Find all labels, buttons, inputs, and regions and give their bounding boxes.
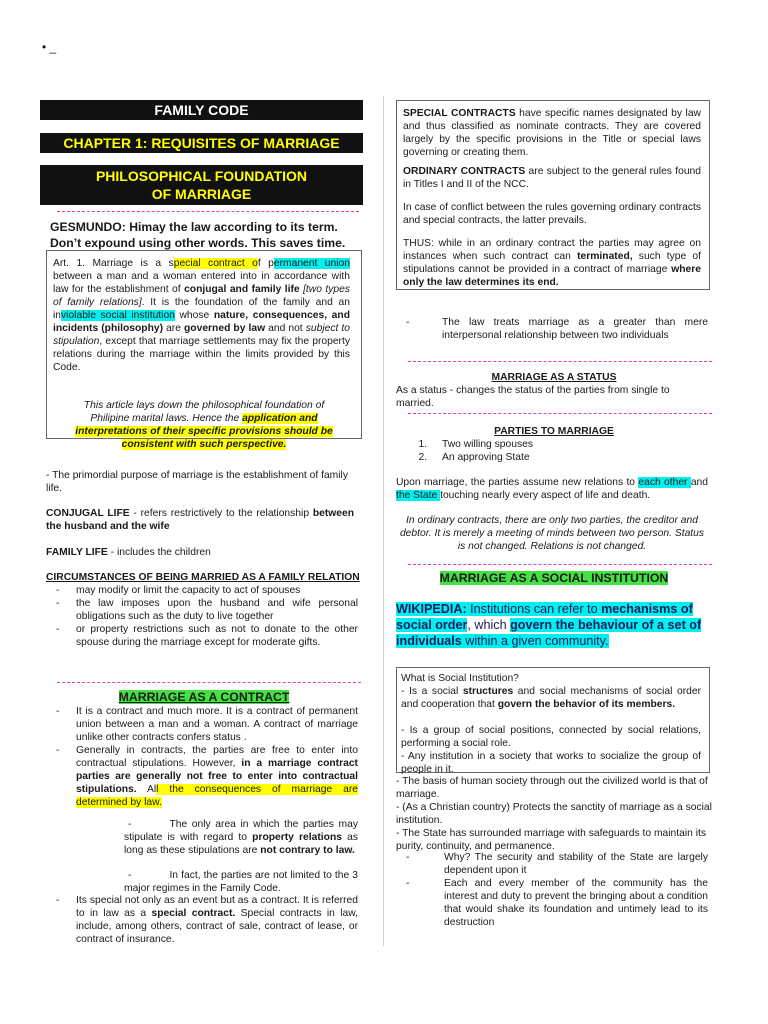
gesmundo-note: GESMUNDO: Himay the law according to its term. Don’t expound using other words. This saves time. [50, 220, 346, 250]
dash-divider [408, 413, 712, 414]
status-heading: MARRIAGE AS A STATUS [491, 372, 617, 383]
social-institution-box [396, 667, 710, 773]
ordinary-contracts: ORDINARY CONTRACTS are subject to the general rules found in Titles I and II of the NCC. [403, 166, 701, 190]
treats-list [396, 316, 708, 342]
state-safeguards: - The State has surrounded marriage with safeguards to maintain its purity, continuity, and permanence. [396, 828, 707, 852]
contract-sub-item-1: - The only area in which the parties may stipulate is with regard to property relations as long as these stipulations are not contrary to law. [124, 819, 358, 856]
conjugal-life-def: CONJUGAL LIFE - refers restrictively to the relationship between the husband and the wife [46, 508, 355, 532]
thus-note: THUS: while in an ordinary contract the parties may agree on instances when such contract can terminated, such type of stipulations cannot be provided in a contract of marriage where only the law determines its end. [403, 238, 701, 288]
article-1-text: Art. 1. Marriage is a special contract of permanent union between a man and a woman entered into in accordance with law for the establishment of conjugal and family life [two types of family relations]. It is the foundation of the family and an inviolable social institution whose nature, consequences, and incidents (philosophy) are governed by law and not subject to stipulation, except that marriage settlements may fix the property relations during the marriage within the limits provided by this Code. [53, 258, 351, 373]
state-reasons-list [396, 851, 708, 929]
list-item: - The law treats marriage as a greater than mere interpersonal relationship between two individuals [396, 316, 708, 342]
ordinary-contracts-note: In ordinary contracts, there are only two parties, the creditor and debtor. It is merely a meeting of minds between two person. Status is not changed. Relations is not changed. [399, 515, 705, 552]
dash-divider [408, 564, 712, 565]
parties-heading: PARTIES TO MARRIAGE [494, 426, 614, 437]
contract-list-cont [46, 894, 358, 946]
wikipedia-definition: WIKIPEDIA: Institutions can refer to mechanisms of social order, which govern the behaviour of a set of individuals within a given community. [396, 602, 702, 648]
list-item: - Its special not only as an event but as a contract. It is referred to in law as a special contract. Special contracts in law, include, among others, contract of sale, contract of lease, or contract of insurance. [46, 894, 358, 946]
primordial-purpose: - The primordial purpose of marriage is the establishment of family life. [46, 470, 348, 494]
dash-divider [408, 361, 712, 362]
article-1-note: This article lays down the philosophical foundation of Philipine marital laws. Hence the application and interpretations of their specific provisions should be consistent with such perspective. [75, 400, 333, 450]
social-institution-heading: MARRIAGE AS A SOCIAL INSTITUTION [439, 571, 669, 585]
list-item: - may modify or limit the capacity to act of spouses [46, 584, 358, 597]
philosophical-title: PHILOSOPHICAL FOUNDATION OF MARRIAGE [95, 168, 308, 202]
circumstances-heading: CIRCUMSTANCES OF BEING MARRIED AS A FAMILY RELATION [46, 572, 360, 583]
dash-divider [57, 682, 361, 683]
bullet-mark: • _ [42, 40, 57, 54]
list-item: - Each and every member of the community has the interest and duty to prevent the bringing about a condition that would shake its foundation and untimely lead to its destruction [396, 877, 708, 929]
column-divider [383, 96, 384, 946]
parties-list [396, 438, 710, 464]
special-contracts: SPECIAL CONTRACTS have specific names designated by law and thus classified as nominate contracts. They are covered largely by the specific provisions in the Title or special laws governing or creating them. [403, 108, 701, 158]
upon-marriage: Upon marriage, the parties assume new relations to each other and the State touching nearly every aspect of life and death. [396, 477, 708, 501]
conflict-rule: In case of conflict between the rules governing ordinary contracts and special contracts, the latter prevails. [403, 202, 701, 226]
list-item: - It is a contract and much more. It is a contract of permanent union between a man and a woman. A contract of marriage unlike other contracts confers status . [46, 705, 358, 744]
contract-list [46, 705, 358, 809]
title-bar-chapter: CHAPTER 1: REQUISITES OF MARRIAGE [40, 133, 363, 153]
what-answer-3: - Any institution in a society that works to socialize the group of people in it. [401, 751, 701, 775]
family-life-def: FAMILY LIFE - includes the children [46, 547, 211, 558]
circumstances-list [46, 584, 358, 649]
list-item: - the law imposes upon the husband and wife personal obligations such as the duty to live together [46, 597, 358, 623]
basis-of-society: - The basis of human society through out the civilized world is that of marriage. [396, 776, 708, 800]
list-item: - Generally in contracts, the parties are free to enter into contractual stipulations. However, in a marriage contract parties are generally not free to enter into contractual stipulations. All the consequences of marriage are determined by law. [46, 744, 358, 809]
title-bar-family-code: FAMILY CODE [40, 100, 363, 120]
list-item: - Why? The security and stability of the State are largely dependent upon it [396, 851, 708, 877]
list-item: 1. Two willing spouses [430, 438, 710, 451]
contracts-box [396, 100, 710, 290]
contract-sub-item-2: - In fact, the parties are not limited to the 3 major regimes in the Family Code. [124, 870, 358, 894]
status-text: As a status - changes the status of the parties from single to married. [396, 385, 670, 409]
what-answer-2: - Is a group of social positions, connected by social relations, performing a social role. [401, 725, 701, 749]
what-answer-1: - Is a social structures and social mechanisms of social order and cooperation that govern the behavior of its members. [401, 686, 702, 710]
title-bar-philosophical [40, 165, 363, 205]
article-1-box [46, 250, 362, 450]
christian-country: - (As a Christian country) Protects the sanctity of marriage as a social institution. [396, 802, 712, 826]
what-question: What is Social Institution? [401, 673, 519, 684]
contract-heading: MARRIAGE AS A CONTRACT [118, 690, 290, 704]
list-item: 2. An approving State [430, 451, 710, 464]
dash-divider [57, 211, 359, 212]
list-item: - or property restrictions such as not to donate to the other spouse during the marriage except for moderate gifts. [46, 623, 358, 649]
